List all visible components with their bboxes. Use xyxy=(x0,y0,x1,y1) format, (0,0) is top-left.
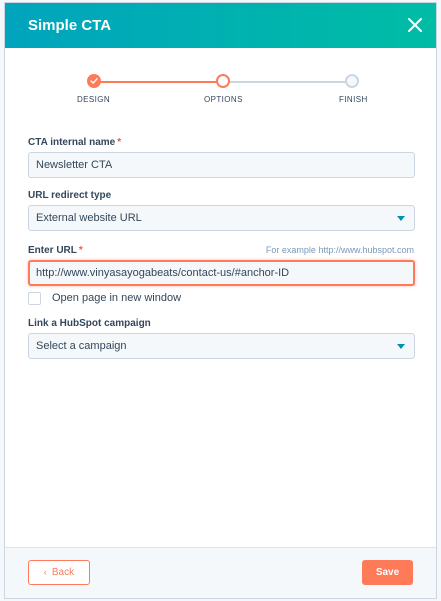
new-window-label[interactable]: Open page in new window xyxy=(52,292,182,304)
back-button-label: Back xyxy=(51,567,75,578)
step-current-dot[interactable] xyxy=(216,74,230,88)
modal xyxy=(4,2,437,599)
redirect-type-label: URL redirect type xyxy=(28,190,112,201)
step-track-complete xyxy=(93,81,223,83)
modal-title: Simple CTA xyxy=(28,17,112,34)
url-hint: For example http://www.hubspot.com xyxy=(265,245,414,255)
step-label-options[interactable]: OPTIONS xyxy=(204,95,243,104)
step-upcoming-dot xyxy=(345,74,359,88)
redirect-type-select[interactable] xyxy=(28,205,415,231)
step-complete-icon[interactable] xyxy=(87,74,101,88)
caret-down-icon xyxy=(397,216,405,221)
cta-name-input[interactable]: Newsletter CTA xyxy=(28,152,415,178)
step-track-upcoming xyxy=(229,81,351,83)
campaign-select[interactable] xyxy=(28,333,415,359)
step-label-design[interactable]: DESIGN xyxy=(77,95,111,104)
modal-footer xyxy=(5,547,436,598)
close-icon[interactable] xyxy=(405,15,425,35)
cta-name-label: CTA internal name * xyxy=(28,137,122,148)
step-label-finish: FINISH xyxy=(339,95,368,104)
caret-down-icon xyxy=(397,344,405,349)
progress-stepper xyxy=(5,73,436,113)
required-marker: * xyxy=(117,137,122,148)
required-marker: * xyxy=(78,245,83,256)
save-button[interactable]: Save xyxy=(362,560,413,585)
new-window-checkbox[interactable] xyxy=(28,292,41,305)
redirect-type-value: External website URL xyxy=(36,212,142,224)
campaign-value: Select a campaign xyxy=(36,340,127,352)
modal-header xyxy=(5,3,436,48)
url-label: Enter URL * xyxy=(28,245,83,256)
url-input[interactable]: http://www.vinyasayogabeats/contact-us/#anchor-ID xyxy=(28,260,415,286)
chevron-left-icon: ‹ xyxy=(43,567,47,577)
back-button[interactable] xyxy=(28,560,90,585)
campaign-label: Link a HubSpot campaign xyxy=(28,318,151,329)
